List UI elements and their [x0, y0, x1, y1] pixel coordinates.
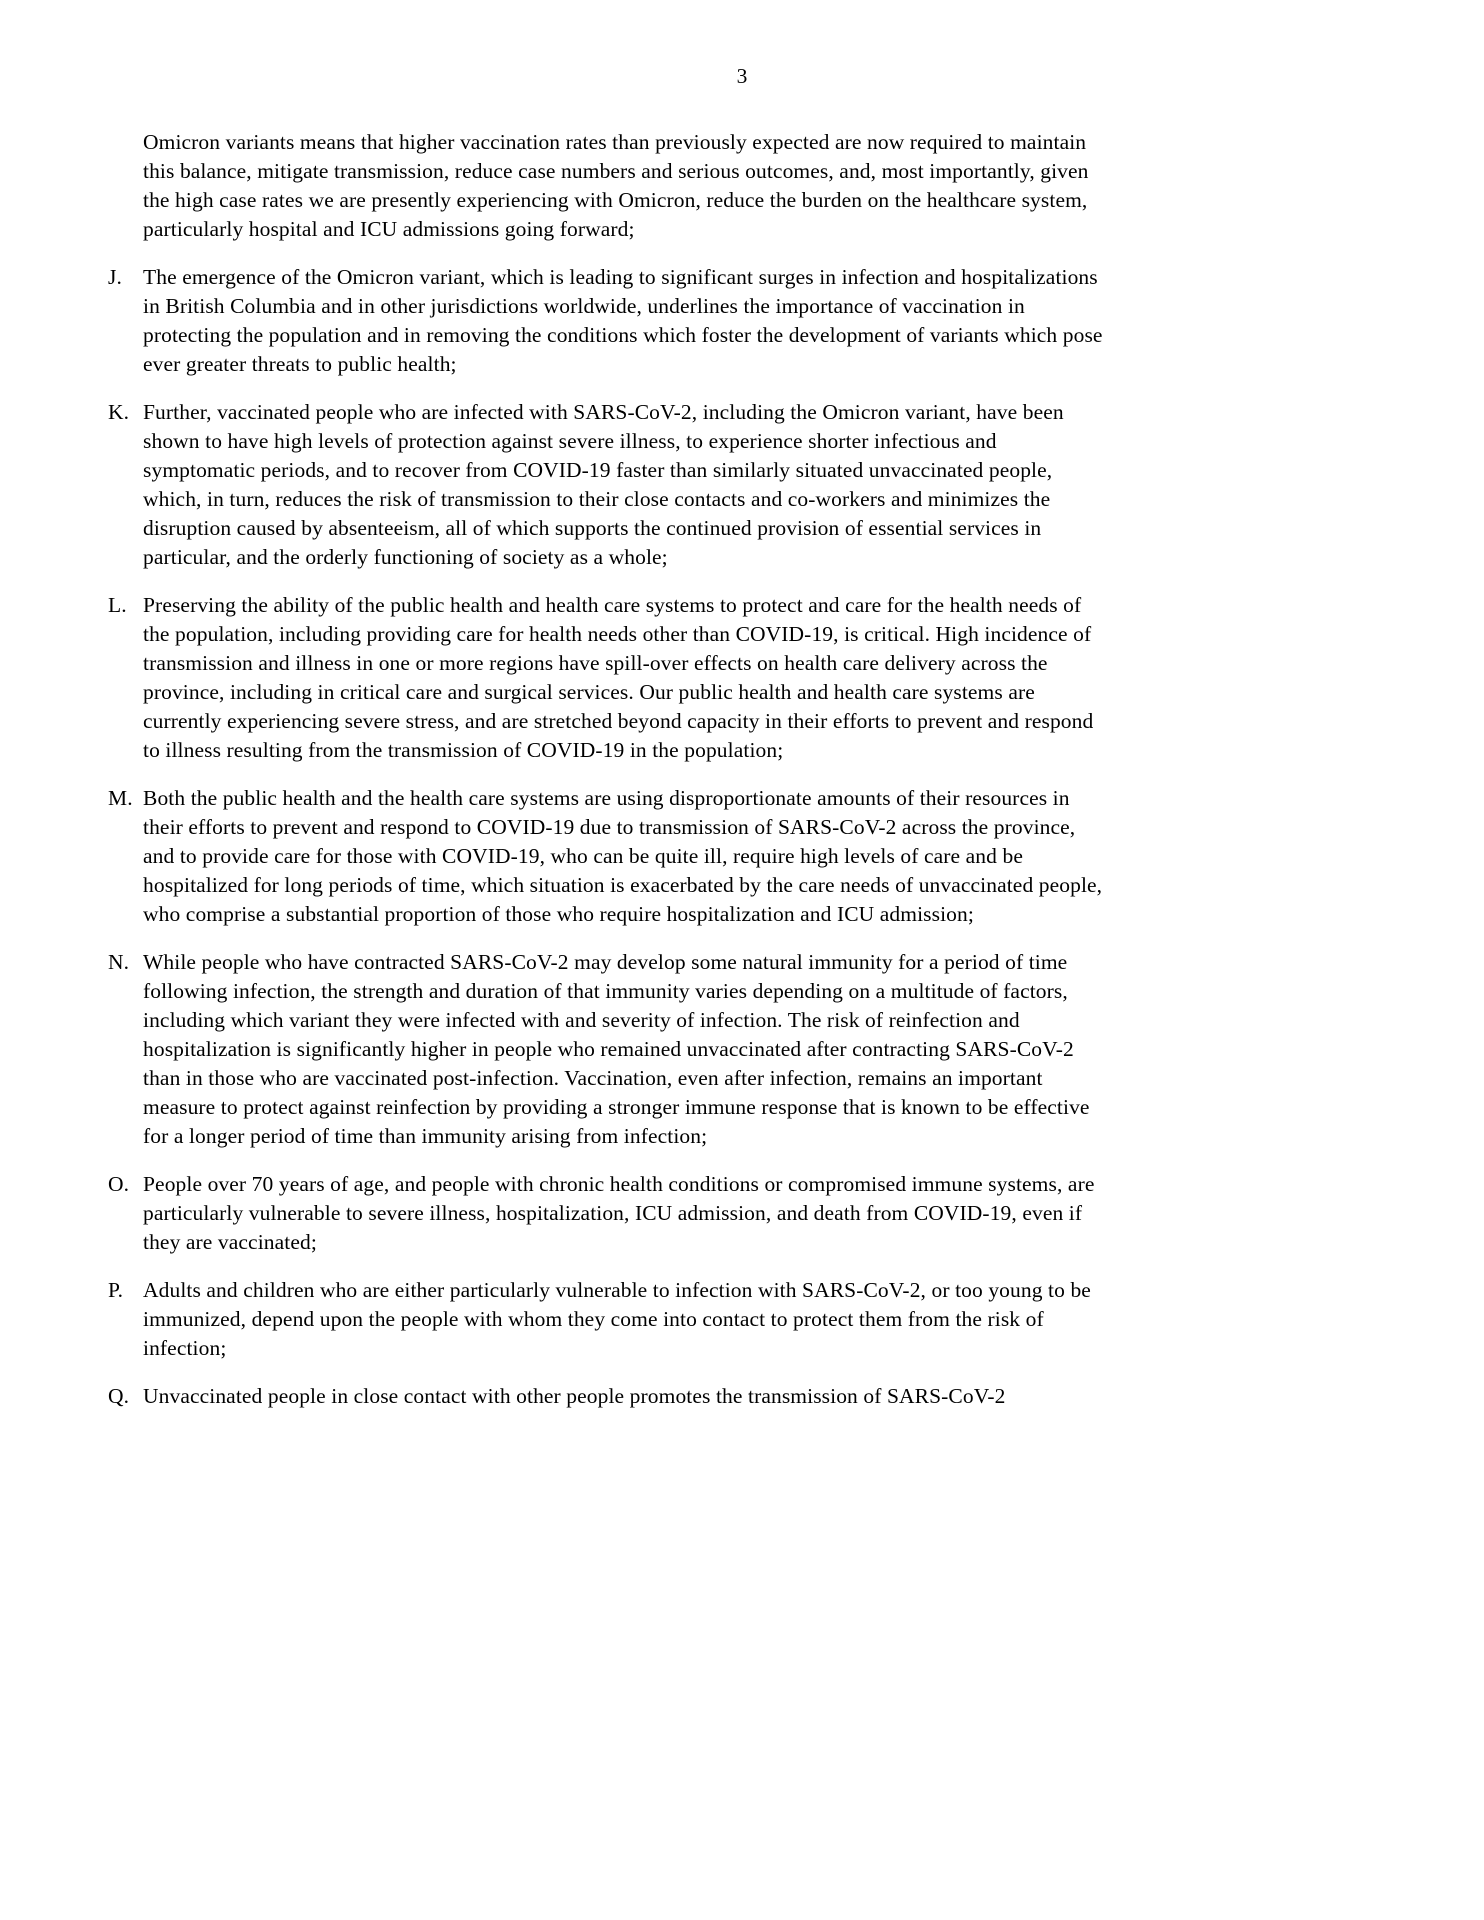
paragraph-text: The emergence of the Omicron variant, which is leading to significant surges in infection and hospitalizations in British Columbia and in other jurisdictions worldwide, underlines the importance of vaccination in protecting the population and in removing the conditions which foster the development of variants which pose ever greater threats to public health; [143, 265, 1103, 376]
paragraph-M [108, 784, 1110, 929]
paragraph-label: O. [108, 1172, 130, 1196]
paragraph-text: People over 70 years of age, and people with chronic health conditions or compromised immune systems, are particularly vulnerable to severe illness, hospitalization, ICU admission, and death from COVID-19, even if they are vaccinated; [143, 1172, 1095, 1254]
paragraph-text: Omicron variants means that higher vaccination rates than previously expected are now required to maintain this balance, mitigate transmission, reduce case numbers and serious outcomes, and, most importantly, given the high case rates we are presently experiencing with Omicron, reduce the burden on the healthcare system, particularly hospital and ICU admissions going forward; [143, 130, 1089, 241]
page-number: 3 [736, 64, 748, 88]
paragraph-text: Unvaccinated people in close contact with other people promotes the transmission of SARS-CoV-2 [143, 1384, 1006, 1408]
paragraph-O [108, 1170, 1110, 1257]
paragraph-text: Further, vaccinated people who are infected with SARS-CoV-2, including the Omicron variant, have been shown to have high levels of protection against severe illness, to experience shorter infectious and symptomatic periods, and to recover from COVID-19 faster than similarly situated unvaccinated people, which, in turn, reduces the risk of transmission to their close contacts and co-workers and minimizes the disruption caused by absenteeism, all of which supports the continued provision of essential services in particular, and the orderly functioning of society as a whole; [143, 400, 1064, 569]
paragraph-P [108, 1276, 1110, 1363]
paragraph-label: J. [108, 265, 122, 289]
paragraph-J [108, 263, 1110, 379]
document-body [108, 128, 1110, 1411]
paragraph-label: M. [108, 786, 133, 810]
paragraph-text: Preserving the ability of the public health and health care systems to protect and care for the health needs of the population, including providing care for health needs other than COVID-19, is critical. High incidence of transmission and illness in one or more regions have spill-over effects on health care delivery across the province, including in critical care and surgical services. Our public health and health care systems are currently experiencing severe stress, and are stretched beyond capacity in their efforts to prevent and respond to illness resulting from the transmission of COVID-19 in the population; [143, 593, 1094, 762]
paragraph-text: Adults and children who are either particularly vulnerable to infection with SARS-CoV-2, or too young to be immunized, depend upon the people with whom they come into contact to protect them from the risk of infection; [143, 1278, 1091, 1360]
paragraph-label: K. [108, 400, 130, 424]
paragraph-L [108, 591, 1110, 765]
paragraph-N [108, 948, 1110, 1151]
paragraph-text: Both the public health and the health care systems are using disproportionate amounts of their resources in their efforts to prevent and respond to COVID-19 due to transmission of SARS-CoV-2 across the province, and to provide care for those with COVID-19, who can be quite ill, require high levels of care and be hospitalized for long periods of time, which situation is exacerbated by the care needs of unvaccinated people, who comprise a substantial proportion of those who require hospitalization and ICU admission; [143, 786, 1103, 926]
paragraph-text: While people who have contracted SARS-CoV-2 may develop some natural immunity for a period of time following infection, the strength and duration of that immunity varies depending on a multitude of factors, including which variant they were infected with and severity of infection. The risk of reinfection and hospitalization is significantly higher in people who remained unvaccinated after contracting SARS-CoV-2 than in those who are vaccinated post-infection. Vaccination, even after infection, remains an important measure to protect against reinfection by providing a stronger immune response that is known to be effective for a longer period of time than immunity arising from infection; [143, 950, 1090, 1148]
paragraph-K [108, 398, 1110, 572]
paragraph-Q [108, 1382, 1110, 1411]
paragraph-label: Q. [108, 1384, 130, 1408]
paragraph-label: L. [108, 593, 127, 617]
paragraph-continuation [108, 128, 1110, 244]
paragraph-label: N. [108, 950, 130, 974]
paragraph-label: P. [108, 1278, 124, 1302]
